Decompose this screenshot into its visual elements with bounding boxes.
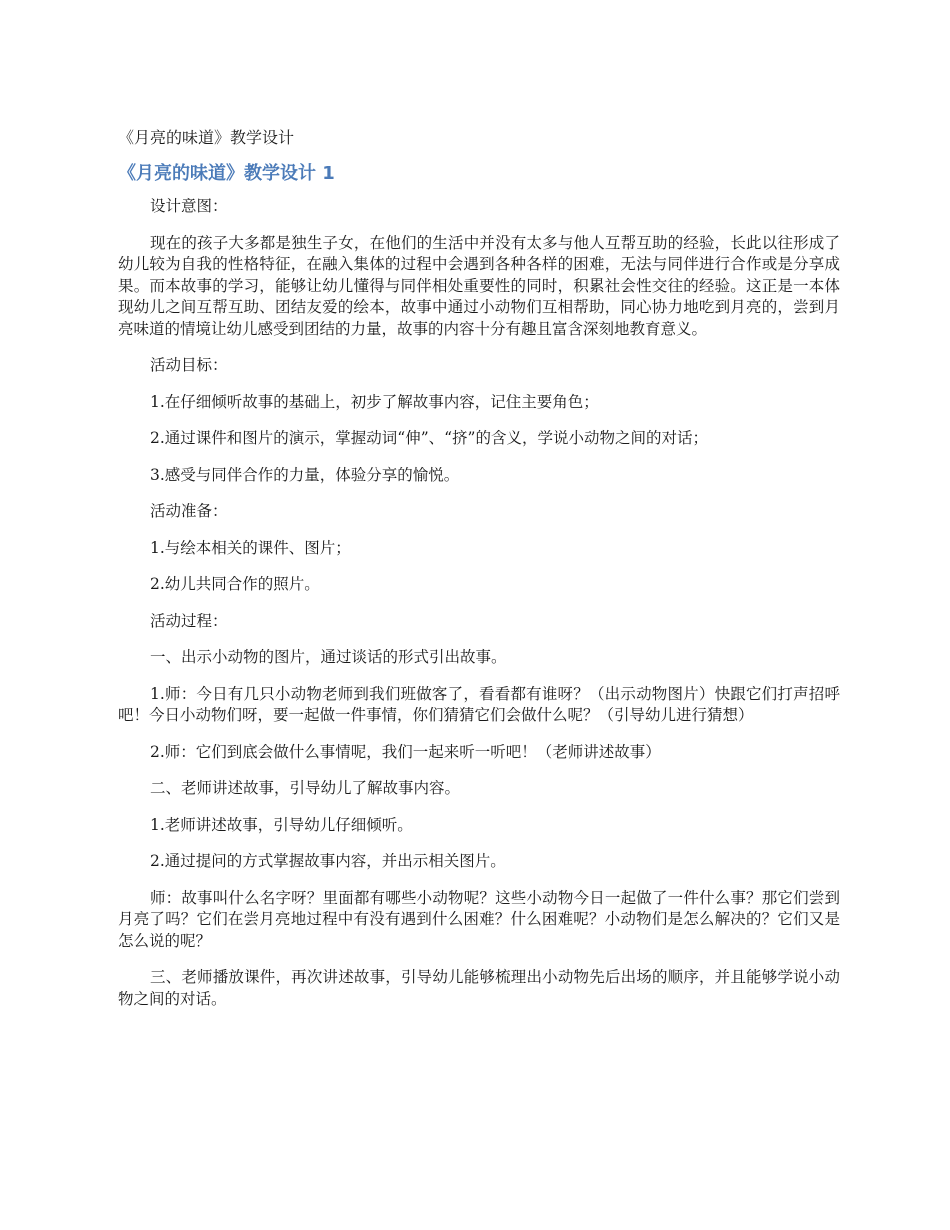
paragraph-design-intent: 现在的孩子大多都是独生子女，在他们的生活中并没有太多与他人互帮互助的经验，长此以往形成了幼儿较为自我的性格特征，在融入集体的过程中会遇到各种各样的困难，无法与同伴进行合作或是分享成果。而本故事的学习，能够让幼儿懂得与同伴相处重要性的同时，积累社会性交往的经验。这正是一本体现幼儿之间互帮互助、团结友爱的绘本，故事中通过小动物们互相帮助，同心协力地吃到月亮的，尝到月亮味道的情境让幼儿感受到团结的力量，故事的内容十分有趣且富含深刻地教育意义。 [118,233,840,338]
paragraph-step-1: 一、出示小动物的图片，通过谈话的形式引出故事。 [150,648,507,666]
paragraph-goal-3: 3.感受与同伴合作的力量，体验分享的愉悦。 [150,465,460,484]
paragraph-step-3: 三、老师播放课件，再次讲述故事，引导幼儿能够梳理出小动物先后出场的顺序，并且能够学说小动物之间的对话。 [118,968,840,1008]
paragraph-process-label: 活动过程： [150,611,228,630]
document-title: 《月亮的味道》教学设计 [118,128,295,147]
paragraph-goal-2: 2.通过课件和图片的演示，掌握动词“伸”、“挤”的含义，学说小动物之间的对话； [150,429,708,447]
paragraph-goals-label: 活动目标： [150,356,228,374]
document-page [118,126,840,1025]
paragraph-prep-label: 活动准备： [150,502,228,520]
paragraph-step-2-2: 2.通过提问的方式掌握故事内容，并出示相关图片。 [150,852,506,870]
paragraph-prep-1: 1.与绘本相关的课件、图片； [150,538,351,557]
paragraph-teacher-questions: 师：故事叫什么名字呀？里面都有哪些小动物呢？这些小动物今日一起做了一件什么事？那它们尝到月亮了吗？它们在尝月亮地过程中有没有遇到什么困难？什么困难呢？小动物们是怎么解决的？它们又是怎么说的呢？ [118,888,840,950]
paragraph-prep-2: 2.幼儿共同合作的照片。 [150,575,320,593]
paragraph-step-2-1: 1.老师讲述故事，引导幼儿仔细倾听。 [150,815,413,834]
paragraph-step-2: 二、老师讲述故事，引导幼儿了解故事内容。 [150,779,461,797]
paragraph-step-1-1: 1.师：今日有几只小动物老师到我们班做客了，看看都有谁呀？（出示动物图片）快跟它们打声招呼吧！今日小动物们呀，要一起做一件事情，你们猜猜它们会做什么呢？（引导幼儿进行猜想） [118,684,840,724]
section-heading: 《月亮的味道》教学设计 1 [118,163,335,184]
paragraph-goal-1: 1.在仔细倾听故事的基础上，初步了解故事内容，记住主要角色； [150,392,599,411]
paragraph-step-1-2: 2.师：它们到底会做什么事情呢，我们一起来听一听吧！（老师讲述故事） [150,742,661,761]
paragraph-design-intent-label: 设计意图： [150,197,228,215]
